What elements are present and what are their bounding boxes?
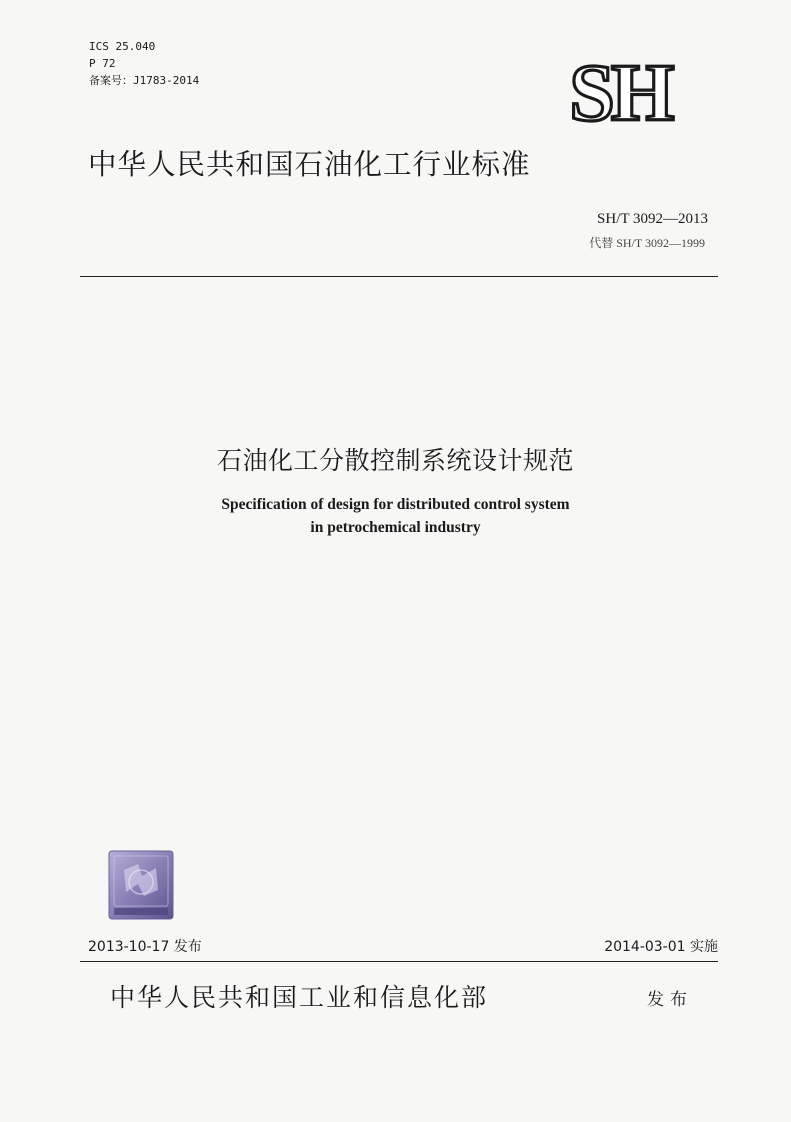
authority-title: 中华人民共和国石油化工行业标准: [88, 148, 531, 181]
standard-number: SH/T 3092—2013: [597, 211, 708, 227]
filing-number: 备案号：J1783-2014: [89, 74, 200, 87]
anti-counterfeit-stamp-icon: [108, 850, 174, 920]
title-chinese: 石油化工分散控制系统设计规范: [216, 446, 574, 475]
issuing-authority: 中华人民共和国工业和信息化部: [110, 983, 489, 1012]
title-english-line-2: in petrochemical industry: [310, 519, 481, 536]
implementation-date: 2014-03-01 实施: [604, 939, 718, 955]
replaces-standard: 代替 SH/T 3092—1999: [589, 236, 705, 250]
publication-date: 2013-10-17 发布: [88, 939, 202, 955]
classification-code: P 72: [89, 57, 116, 70]
top-divider: [80, 276, 718, 277]
title-english-line-1: Specification of design for distributed control system: [221, 496, 570, 513]
ics-code: ICS 25.040: [89, 40, 156, 53]
issue-label: 发布: [647, 990, 693, 1010]
bottom-divider: [80, 961, 718, 962]
sh-logo: [540, 58, 700, 130]
sh-logo-text: SH: [569, 58, 671, 130]
